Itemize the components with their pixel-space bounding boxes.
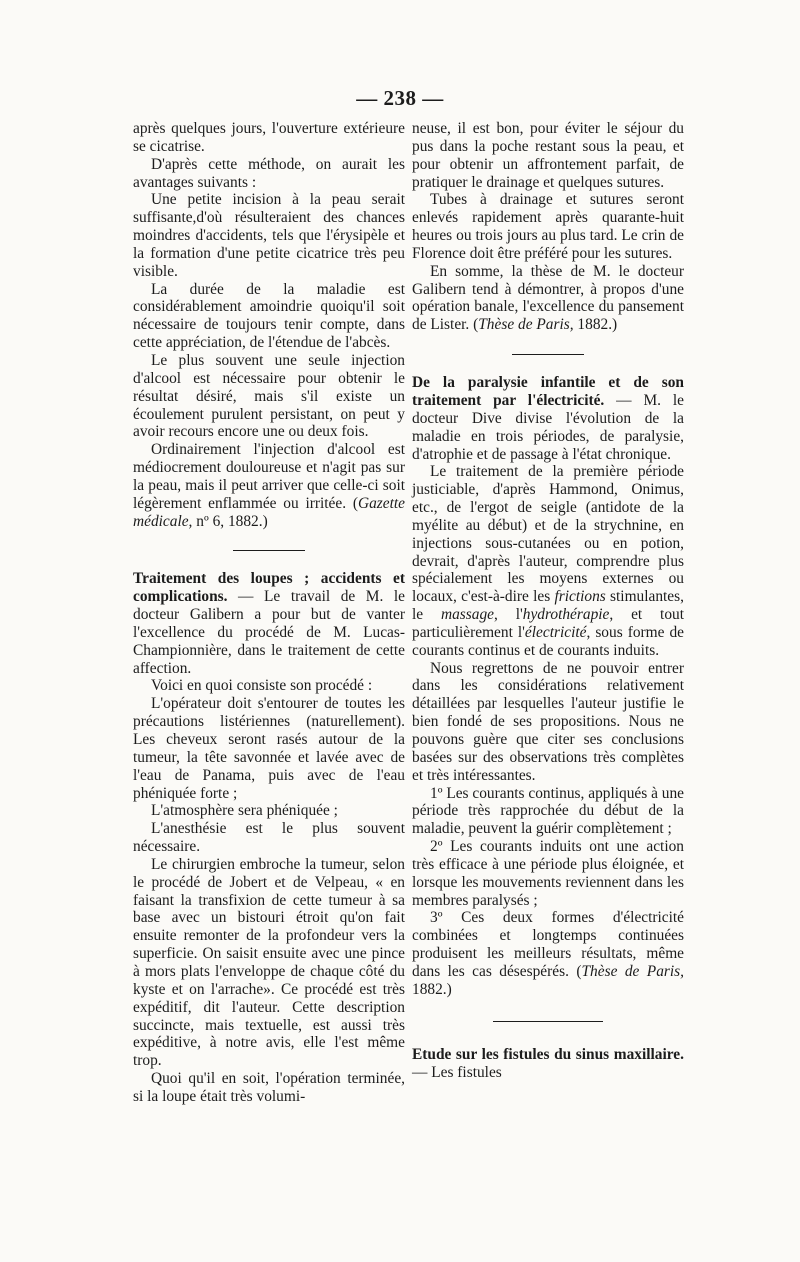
paragraph: L'opérateur doit s'entourer de toutes les précautions listériennes (naturellement). Les cheveux seront rasés autour de la tumeur, la tête savonnée et lavée avec de l'eau de Panama, puis avec de l'eau phéniquée forte ; bbox=[133, 695, 405, 802]
paragraph-text: — M. le docteur Dive divise l'évolution de la maladie en trois périodes, de paralysie, d'atrophie et de passage à l'état chronique. bbox=[412, 391, 684, 463]
citation-source: Thèse de Paris, bbox=[478, 316, 574, 334]
paragraph-text: — Le travail de M. le docteur Galibern a pour but de vanter l'excellence du procédé de M. Lucas-Championnière, dans le traitement de cette affection. bbox=[133, 588, 405, 677]
emphasis: électricité bbox=[524, 623, 587, 641]
paragraph bbox=[133, 441, 405, 530]
paragraph-text: Ordinairement l'injection d'alcool est médiocrement douloureuse et n'agit pas sur la peau, mais il peut arriver que celle-ci soit légèrement enflammée ou irritée. ( bbox=[133, 441, 405, 512]
paragraph: 2º Les courants induits ont une action très efficace à une période plus éloignée, et lorsque les mouvements reviennent dans les membres paralysés ; bbox=[412, 838, 684, 909]
section-heading: Etude sur les fistules du sinus maxillaire. bbox=[412, 1045, 684, 1063]
paragraph bbox=[412, 263, 684, 334]
right-column bbox=[412, 120, 684, 1081]
citation-end: nº 6, 1882.) bbox=[192, 512, 268, 530]
paragraph bbox=[412, 909, 684, 998]
paragraph-text: , et tout particulièrement l' bbox=[412, 606, 684, 641]
paragraph: 1º Les courants continus, appliqués à une période très rapprochée du début de la maladie, peuvent la guérir complètement ; bbox=[412, 784, 684, 838]
paragraph: Nous regrettons de ne pouvoir entrer dans les considérations relativement détaillées par lesquelles l'auteur justifie le bien fondé de ses propositions. Nous ne pouvons guère que citer ses conclusions basées sur des observations très complètes et très intéressantes. bbox=[412, 659, 684, 784]
paragraph bbox=[412, 374, 684, 463]
paragraph: Tubes à drainage et sutures seront enlevés rapidement après quarante-huit heures ou trois jours au plus tard. Le crin de Florence doit être préféré pour les sutures. bbox=[412, 191, 684, 262]
paragraph-text: En somme, la thèse de M. le docteur Galibern tend à démontrer, à propos d'une opération banale, l'excellence du pansement de Lister. ( bbox=[412, 262, 684, 334]
emphasis: frictions bbox=[554, 588, 606, 606]
emphasis: massage bbox=[440, 606, 494, 624]
paragraph-text: , sous forme de courants continus et de courants induits. bbox=[412, 623, 684, 659]
citation-end: 1882.) bbox=[573, 316, 618, 334]
paragraph: Le chirurgien embroche la tumeur, selon le procédé de Jobert et de Velpeau, « en faisant la transfixion de cette tumeur à sa base avec un bistouri étroit qu'on fait ensuite remonter de la profondeur vers la superficie. On saisit ensuite avec une pince à mors plats l'enveloppe de chaque côté du kyste et on l'arrache». Ce procédé est très expéditif, dit l'auteur. Cette description succincte, mais textuelle, est aussi très expéditive, à notre avis, elle l'est même trop. bbox=[133, 855, 405, 1070]
paragraph bbox=[133, 570, 405, 677]
paragraph: L'atmosphère sera phéniquée ; bbox=[151, 802, 338, 820]
citation-source: Thèse de Paris, bbox=[581, 962, 685, 980]
emphasis: hydrothérapie bbox=[522, 606, 610, 624]
section-divider bbox=[493, 1021, 603, 1022]
paragraph-text: — Les fistules bbox=[412, 1063, 502, 1081]
paragraph-text: stimulantes, le bbox=[412, 588, 684, 624]
paragraph: Voici en quoi consiste son procédé : bbox=[151, 677, 373, 695]
paragraph-text: 3º Ces deux formes d'électricité combinées et longtemps continuées produisent les meilleurs résultats, même dans les cas désespérés. ( bbox=[412, 909, 684, 980]
page-number: — 238 — bbox=[356, 86, 444, 110]
paragraph: Une petite incision à la peau serait suffisante,d'où résulteraient des chances moindres d'accidents, tels que l'érysipèle et la formation d'une petite cicatrice très peu visible. bbox=[133, 191, 405, 280]
paragraph bbox=[412, 1046, 684, 1082]
paragraph: La durée de la maladie est considérablement amoindrie quoiqu'il soit nécessaire de toujours tenir compte, dans cette appréciation, de l'étendue de l'abcès. bbox=[133, 280, 405, 352]
citation-source: Gazette médicale, bbox=[133, 494, 405, 530]
paragraph-text: , l' bbox=[493, 606, 523, 624]
paragraph: L'anesthésie est le plus souvent nécessaire. bbox=[133, 820, 405, 856]
section-heading: Traitement des loupes ; accidents et complications. bbox=[133, 570, 405, 606]
citation-end: 1882.) bbox=[412, 980, 452, 998]
section-divider bbox=[233, 550, 305, 551]
paragraph: après quelques jours, l'ouverture extérieure se cicatrise. bbox=[133, 120, 405, 155]
paragraph bbox=[412, 463, 684, 659]
paragraph: Quoi qu'il en soit, l'opération terminée, si la loupe était très volumi- bbox=[133, 1070, 405, 1105]
paragraph: Le plus souvent une seule injection d'alcool est nécessaire pour obtenir le résultat désiré, mais s'il existe un écoulement purulent persistant, on peut y avoir recours encore une ou deux fois. bbox=[133, 351, 405, 441]
section-heading: De la paralysie infantile et de son traitement par l'électricité. bbox=[412, 374, 684, 409]
left-column bbox=[133, 120, 405, 1106]
section-divider bbox=[512, 354, 584, 355]
paragraph-text: Le traitement de la première période justiciable, d'après Hammond, Onimus, etc., de l'ergot de seigle (antidote de la myélite au début) et de la strychnine, en injections sous-cutanées ou en potion, devrait, d'après l'auteur, comprendre plus spécialement les moyens externes ou locaux, c'est-à-dire les bbox=[412, 463, 684, 606]
paragraph: neuse, il est bon, pour éviter le séjour du pus dans la poche restant sous la peau, et pour obtenir un affrontement parfait, de pratiquer le drainage et quelques sutures. bbox=[412, 120, 684, 191]
paragraph: D'après cette méthode, on aurait les avantages suivants : bbox=[133, 155, 405, 191]
